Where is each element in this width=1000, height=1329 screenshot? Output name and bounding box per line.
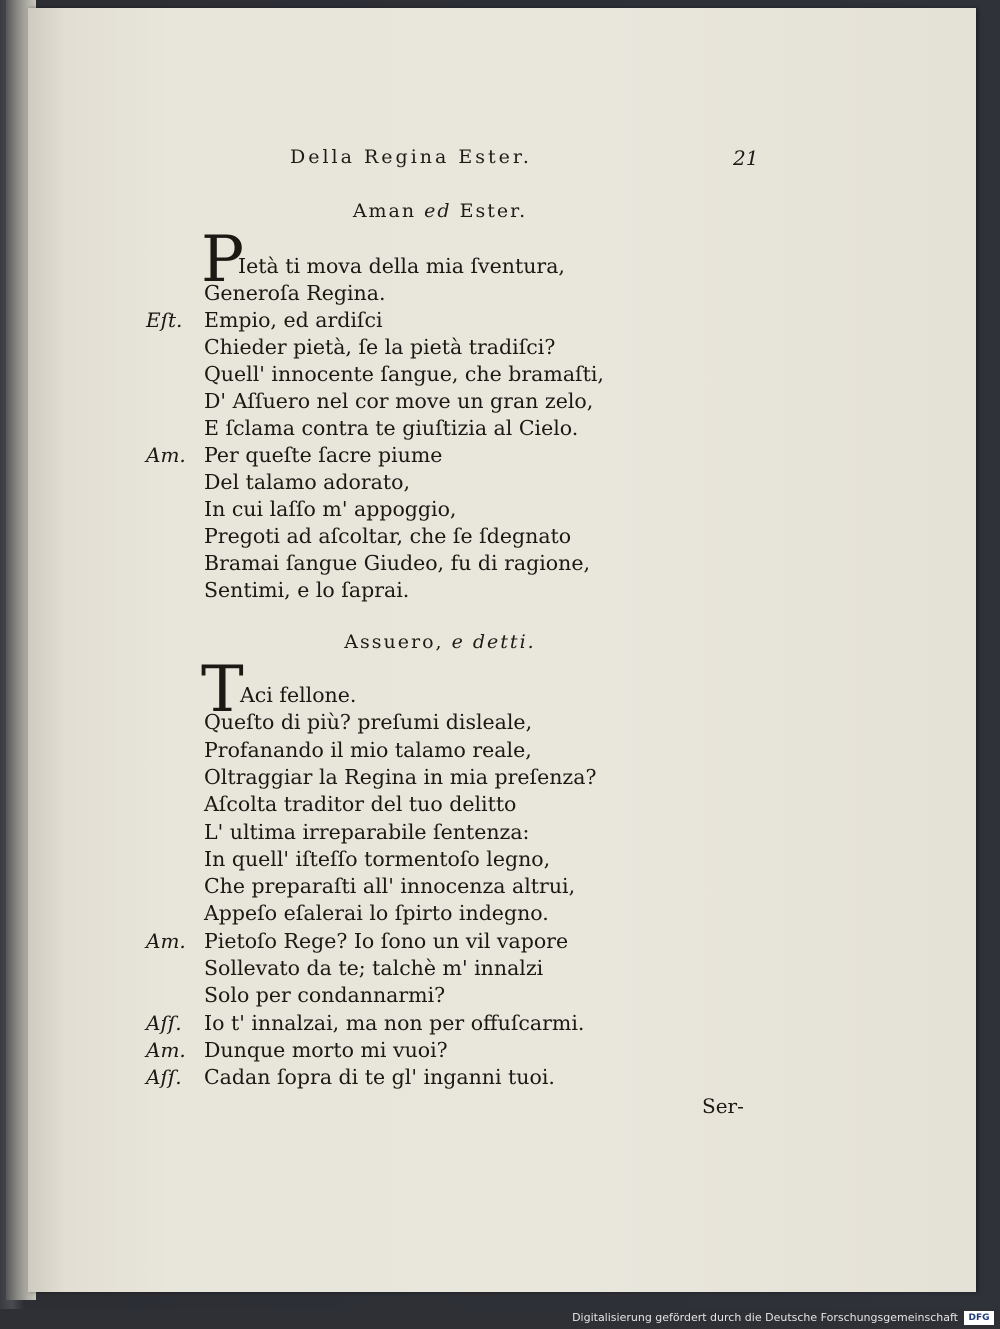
scene1-line-12: Sentimi, e lo ſaprai. <box>204 578 410 602</box>
scene2-line-2: Profanando il mio talamo reale, <box>204 737 532 762</box>
page-header <box>0 146 1000 176</box>
scene-heading-2 <box>0 631 880 653</box>
scene1-line-0: Ietà ti mova della mia ſventura, <box>238 254 565 278</box>
catchword: Ser- <box>702 1094 744 1118</box>
scene2-line-9: Pietoſo Rege? Io ſono un vil vapore <box>204 928 569 953</box>
scene1-line-8: Del talamo adorato, <box>204 470 410 494</box>
scene-heading-1-name-a: Aman <box>352 200 417 222</box>
scene2-speaker-13: Am. <box>146 1037 186 1062</box>
scene2-line-6: In quell' iſteſſo tormentoſo legno, <box>204 846 551 871</box>
scene2-line-10: Sollevato da te; talchè m' innalzi <box>204 956 544 980</box>
scene1-speaker-7: Am. <box>146 443 186 467</box>
scene2-line-14: Cadan ſopra di te gl' inganni tuoi. <box>204 1065 555 1090</box>
scene2-speaker-12: Aſſ. <box>146 1010 182 1035</box>
scene1-line-9: In cui laſſo m' appoggio, <box>204 497 457 521</box>
page-number: 21 <box>733 146 759 170</box>
scene2-line-5: L' ultima irreparabile ſentenza: <box>204 819 530 844</box>
scene-heading-2-name: Assuero, <box>344 631 444 653</box>
footer-credit: Digitalisierung gefördert durch die Deutsche Forschungsgemeinschaft <box>572 1311 958 1324</box>
drop-cap-2: T <box>201 653 244 727</box>
scene1-line-3: Chieder pietà, ſe la pietà tradiſci? <box>204 335 556 359</box>
scene-heading-1-name-b: Ester. <box>459 200 528 222</box>
scene2-line-0: Aci fellone. <box>240 683 357 707</box>
scene2-line-7: Che preparaſti all' innocenza altrui, <box>204 874 576 899</box>
scene2-speaker-9: Am. <box>146 928 186 953</box>
footer-bar <box>0 1309 1000 1329</box>
scene1-line-10: Pregoti ad aſcoltar, che ſe ſdegnato <box>204 524 572 548</box>
scene2-line-12: Io t' innalzai, ma non per offuſcarmi. <box>204 1010 585 1035</box>
scene-heading-2-note: e detti. <box>451 631 536 653</box>
scene1-line-7: Per queſte ſacre piume <box>204 443 443 467</box>
scene-heading-1 <box>0 200 880 222</box>
dfg-logo: DFG <box>964 1311 994 1325</box>
scene-heading-1-conj: ed <box>424 200 452 222</box>
scene2-line-3: Oltraggiar la Regina in mia preſenza? <box>204 764 597 789</box>
scene1-line-2: Empio, ed ardiſci <box>204 308 383 332</box>
drop-cap-1: P <box>201 223 245 297</box>
scene2-line-13: Dunque morto mi vuoi? <box>204 1037 448 1062</box>
scene1-line-5: D' Aſſuero nel cor move un gran zelo, <box>204 389 594 413</box>
scene1-line-6: E ſclama contra te giuſtizia al Cielo. <box>204 416 579 440</box>
scene2-speaker-14: Aſſ. <box>146 1065 182 1090</box>
scene1-line-1: Generoſa Regina. <box>204 281 386 305</box>
running-head: Della Regina Ester. <box>290 146 532 168</box>
scene1-line-4: Quell' innocente ſangue, che bramaſti, <box>204 362 604 386</box>
scene2-line-4: Aſcolta traditor del tuo delitto <box>204 792 517 817</box>
scene1-line-11: Bramai ſangue Giudeo, fu di ragione, <box>204 551 590 575</box>
scene2-line-11: Solo per condannarmi? <box>204 983 446 1008</box>
scene2-line-8: Appeſo eſalerai lo ſpirto indegno. <box>204 901 549 926</box>
scene1-speaker-2: Eſt. <box>146 308 183 332</box>
scene2-line-1: Queſto di più? preſumi disleale, <box>204 710 533 735</box>
